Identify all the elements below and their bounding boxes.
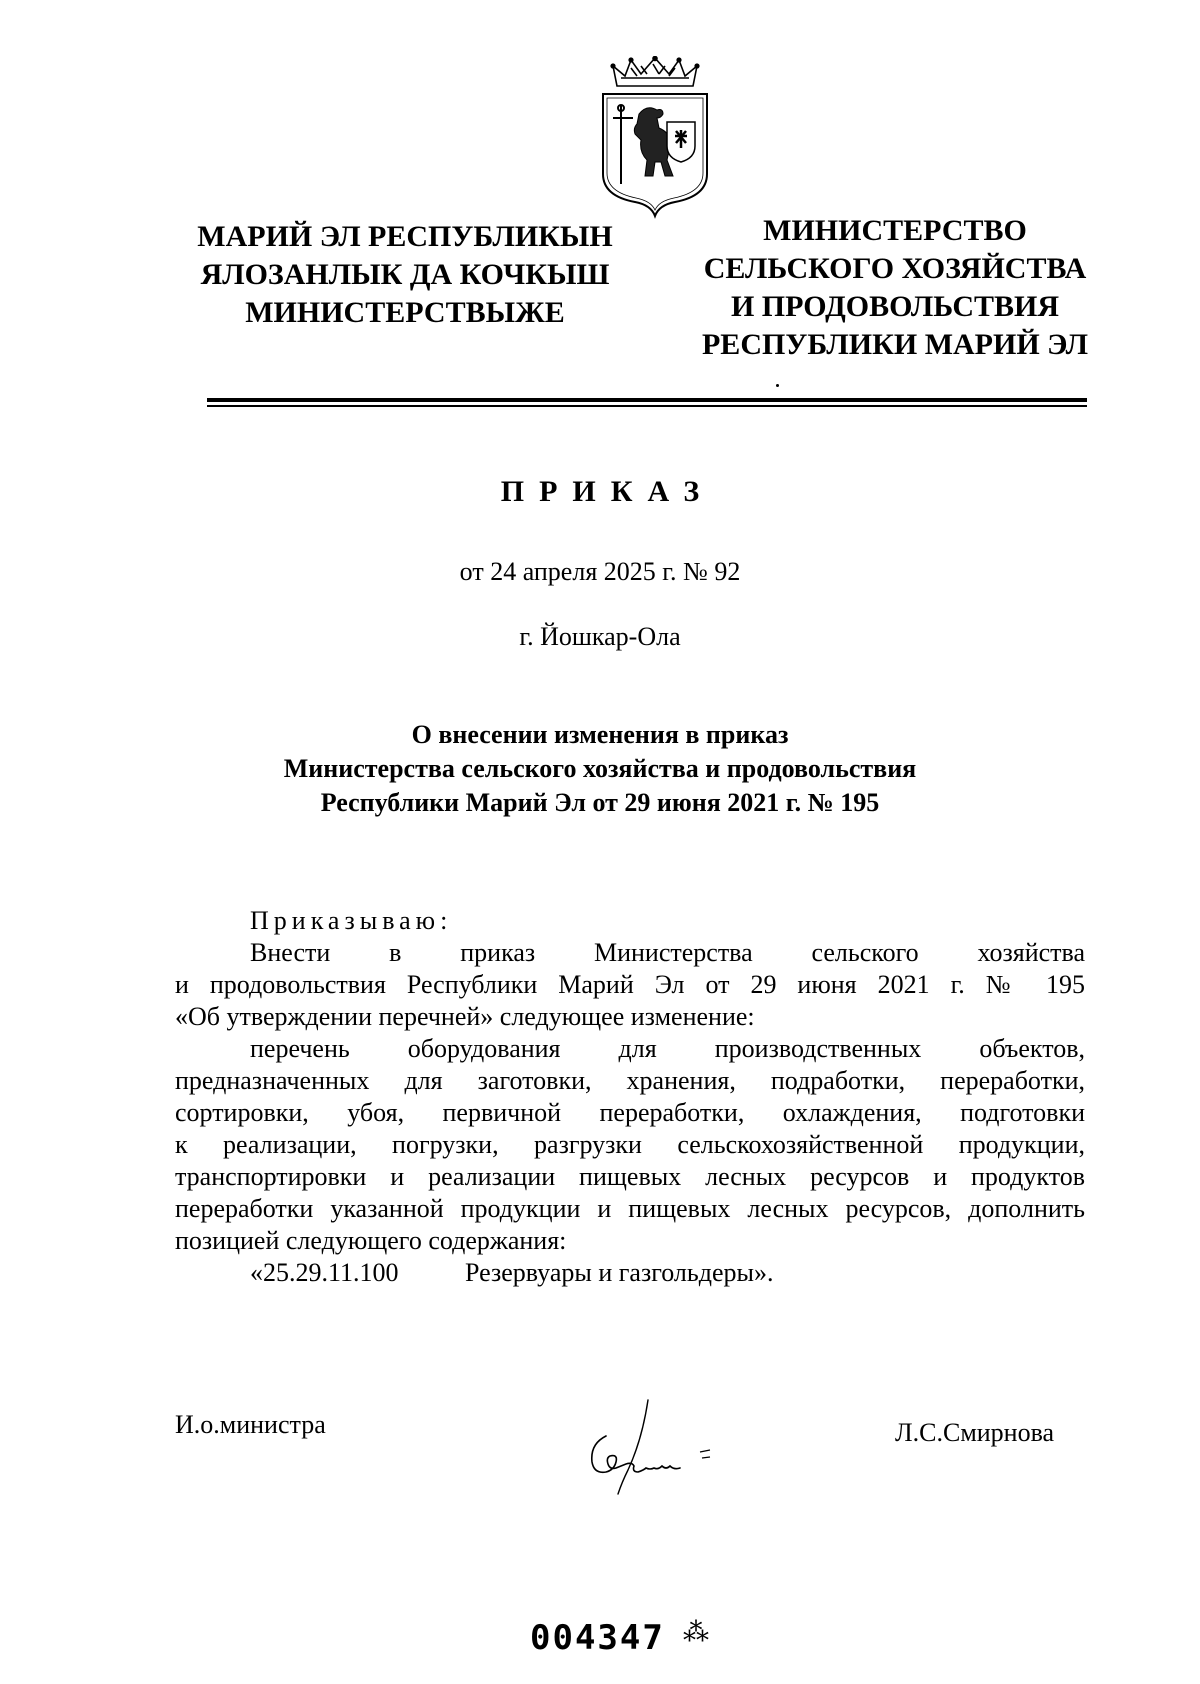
coat-of-arms-icon — [595, 56, 715, 221]
document-date-number: от 24 апреля 2025 г. № 92 — [459, 557, 741, 586]
order-word: Приказываю: — [250, 906, 453, 935]
subject-line: О внесении изменения в приказ — [411, 720, 789, 749]
document-subject — [150, 718, 1050, 820]
header-right-org-name — [685, 212, 1105, 364]
paragraph-line: «Об утверждении перечней» следующее изменение: — [175, 1002, 755, 1031]
list-item — [175, 1257, 1085, 1289]
item-text: Резервуары и газгольдеры». — [465, 1258, 774, 1287]
header-left-line: МИНИСТЕРСТВЫЖЕ — [245, 296, 565, 329]
subject-line: Республики Марий Эл от 29 июня 2021 г. № 195 — [320, 788, 880, 817]
document-city: г. Йошкар-Ола — [519, 622, 681, 651]
header-left-line: ЯЛОЗАНЛЫК ДА КОЧКЫШ — [200, 258, 610, 291]
paragraph-line: к реализации, погрузки, разгрузки сельскохозяйственной продукции, — [175, 1130, 1085, 1159]
paragraph-line: сортировки, убоя, первичной переработки, охлаждения, подготовки — [175, 1098, 1085, 1127]
document-body — [175, 905, 1085, 1289]
header-right-line: СЕЛЬСКОГО ХОЗЯЙСТВА — [703, 252, 1087, 285]
header-right-line: И ПРОДОВОЛЬСТВИЯ — [730, 290, 1060, 323]
paragraph-line: и продовольствия Республики Марий Эл от 29 июня 2021 г. № 195 — [175, 970, 1085, 999]
signatory-position: И.о.министра — [175, 1410, 326, 1439]
serial-number: 004347 — [530, 1618, 665, 1658]
subject-line: Министерства сельского хозяйства и продовольствия — [283, 754, 917, 783]
header-left-org-name — [195, 218, 615, 332]
paragraph-line: Внести в приказ Министерства сельского хозяйства — [250, 938, 1085, 967]
header-right-line: РЕСПУБЛИКИ МАРИЙ ЭЛ — [701, 328, 1088, 361]
header-right-line: МИНИСТЕРСТВО — [763, 214, 1027, 247]
asterisk-icon: ⁂ — [683, 1618, 709, 1647]
scan-dot — [776, 384, 779, 387]
paragraph-line: переработки указанной продукции и пищевых лесных ресурсов, дополнить — [175, 1194, 1085, 1223]
item-code: «25.29.11.100 — [250, 1258, 399, 1287]
paragraph-line: транспортировки и реализации пищевых лесных ресурсов и продуктов — [175, 1162, 1085, 1191]
signatory-name: Л.С.Смирнова — [895, 1418, 1055, 1447]
handwritten-signature — [578, 1390, 718, 1500]
paragraph-line: перечень оборудования для производственных объектов, — [250, 1034, 1085, 1063]
header-divider-thick — [207, 398, 1087, 402]
header-divider-thin — [207, 405, 1087, 407]
header-left-line: МАРИЙ ЭЛ РЕСПУБЛИКЫН — [197, 220, 613, 253]
paragraph-line: позицией следующего содержания: — [175, 1226, 567, 1255]
document-title: ПРИКАЗ — [500, 475, 715, 508]
paragraph-line: предназначенных для заготовки, хранения, подработки, переработки, — [175, 1066, 1085, 1095]
